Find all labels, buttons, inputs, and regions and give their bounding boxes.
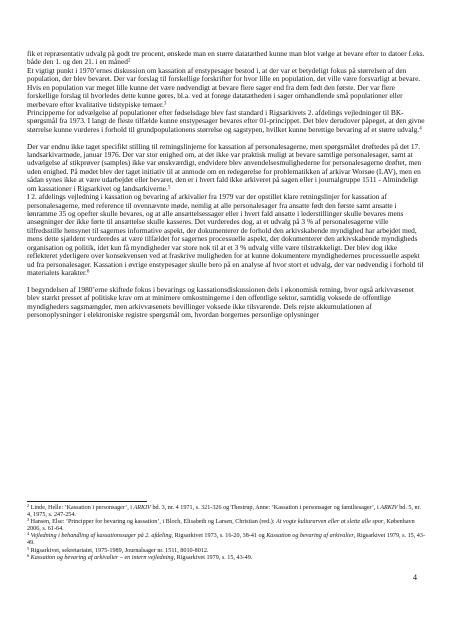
text-run: , København 2006, s. 61-64. bbox=[27, 519, 415, 533]
text-run: , Rigsarkivet 1979, s. 15, 43-49. bbox=[173, 554, 253, 561]
text-run: Et vigtigt punkt i 1970’ernes diskussion om kassation af enstypesager bestod i, at der var et betydeligt fokus på størrelsen af den population, der blev bevaret. Der var forslag til forskellige forskrifter for hvor lille en population, det ville være forsvarligt at bevare. Hvis en population var meget lille kunne det være nødvendigt at bevare flere sager end fra dem født den første. Der var flere forskellige forslag til hvorledes dette kunne gøres, bl.a. ved at forøge datatætheden i sager omhandlende små populationer eller merbevare efter kvalitative tidstypiske temaer. bbox=[27, 65, 421, 109]
text-run: Rigsarkivet, sekretariatet, 1975-1989, Journalsager nr. 1511, 8010-8012. bbox=[29, 547, 209, 554]
paragraph bbox=[27, 143, 425, 278]
text-run: Principperne for udvælgelse af populationer efter fødselsdage blev fast standard i Rigsarkivets 2. afdelings vejledninger til BK-spørgsmål fra 1973. I langt de fleste tilfælde kunne enstypesager bevares efter 01-princippet. Det blev derudover påpeget, at den givne størrelse kunne vurderes i forhold til grundpopulationens størrelse og sagstypen, hvilket kunne berettige bevaring af et større udvalg. bbox=[27, 107, 425, 134]
italic-title: Kassation og bevaring af arkivalier – en intern vejledning bbox=[29, 554, 174, 561]
footnote bbox=[27, 533, 425, 547]
text-run: Linde, Helle: ’Kassation i personsager’, i bbox=[29, 505, 134, 511]
text-run: , Rigsarkivet 1973, s. 16-20, 38-41 og bbox=[171, 533, 267, 540]
italic-title: At vogte kulturarven eller at slette alle spor bbox=[276, 519, 384, 526]
paragraph bbox=[27, 286, 425, 320]
footnote-ref: 4 bbox=[27, 531, 30, 537]
footnote-ref: 4 bbox=[419, 126, 422, 132]
body-text bbox=[27, 50, 425, 319]
footnote-ref: 6 bbox=[86, 269, 90, 275]
italic-title: Vejledning i behandling af kassationssager på 2. afdeling bbox=[29, 533, 172, 540]
text-run: bd. 3, nr. 4 1971, s. 321-326 og Thestrup, Anne: ’Kassation i personsager og familiesager’, i bbox=[150, 505, 381, 511]
text-run: Hansen, Else: ’Principper for bevaring og kassation’, i Bloch, Elisabeth og Larsen, Christian (red.): bbox=[29, 519, 277, 526]
italic-title: ARKIV bbox=[380, 505, 398, 511]
footnote bbox=[27, 502, 425, 519]
italic-title: ARKIV bbox=[133, 505, 151, 511]
italic-title: Kassation og bevaring af arkivalier bbox=[266, 533, 354, 540]
footnote-separator bbox=[27, 501, 147, 502]
footnote-ref: 2 bbox=[27, 502, 30, 508]
footnote-ref: 5 bbox=[27, 545, 30, 551]
page-number: 4 bbox=[413, 573, 417, 582]
text-run: fik et repræsentativ udvalg på godt tre procent, ønskede man en større datatæthed kunne man blot vælge at bevare efter to datoer f.eks. både den 1. og den 21. i en måned bbox=[27, 49, 425, 67]
footnote-ref: 3 bbox=[27, 517, 30, 522]
footnote bbox=[27, 552, 425, 562]
footnotes bbox=[27, 502, 425, 562]
footnote-ref: 6 bbox=[27, 552, 30, 558]
text-run: bd. 5, nr. 4, 1975, s. 247-254. bbox=[27, 505, 421, 519]
footnote-ref: 5 bbox=[167, 185, 171, 191]
footnote-ref: 2 bbox=[127, 58, 131, 64]
text-run: Der var endnu ikke taget specifikt stilling til retningslinjerne for kassation af personalesagerne, men spørgsmålet drøftedes på det 17. landsarkivarmøde, januar 1976. Der var stor enighed om, at det ikke var praktisk muligt at bevare samtlige personalesager, samt at udvælgelse af stikprøver (samples) ikke var ønskværdigt, endvidere blev anvendelsesmulighederne for personalesagerne drøftet, men uden enighed. På mødet blev der taget initiativ til at anmode om en redegørelse for problematikken af arkivar Worsøe (LAV), men en sådan synes ikke at være udarbejdet eller bevaret, den er i hvert fald ikke arkiveret på sagen eller i journalgruppe 1511 - Almindeligt om kassationer i Rigsarkivet og landsarkiverne. bbox=[27, 141, 422, 193]
footnote-ref: 3 bbox=[163, 100, 167, 106]
paragraph bbox=[27, 50, 425, 134]
text-run: I begyndelsen af 1980’erne skiftede fokus i bevarings og kassationsdiskussionen dels i økonomisk retning, hvor også arkivvæsenet blev stærkt presset af politiske krav om at minimere omkostningerne i den offentlige sektor, samtidig voksede de offentlige myndigheders sagsmængder, men arkivvæsenets bevillinger voksede ikke tilsvarende. Dels rejste akkumulationen af personoplysninger i elektroniske registre spørgsmål om, hvordan borgernes personlige oplysninger bbox=[27, 284, 414, 320]
text-run: I 2. afdelings vejledning i kassation og bevaring af arkivalier fra 1979 var der opstillet klare retningslinjer for kassation af personalesagerne, med reference til ovennævnte møde, nemlig at alle personalesager fra ansatte født den første samt ansatte i lønramme 35 og opefter skulle bevares, og at alle ansættelsessager eller i hvert fald ansatte i lederstillinger skulle bevares mens ansøgninger der ikke førte til ansættelse skulle kasseres. Det vurderedes dog, at et udvalg på 3 % af personalesagerne ville tilfredsstille hensynet til sagernes informative aspekt, der dokumenterer de forhold den arkivskabende myndighed har arbejdet med, mens dette sjældent vurderedes at være tilfældet for sagernes processuelle aspekt, der dokumenterer den arkivskabende myndigheds organisation og politik, idet kun få myndigheder var store nok til at et 3 % udvalg ville være tilstrækkeligt. Der blev dog ikke reflekteret yderligere over konsekvensen ved at fraskrive muligheden for at kunne dokumentere myndighedernes processuelle aspekt ud fra personalesager. Kassation i øvrige enstypesager skulle bero på en analyse af hvor stort et udvalg, der var nødvendig i forhold til materialets karakter. bbox=[27, 192, 424, 277]
footnote bbox=[27, 519, 425, 533]
text-run: , Rigsarkivet 1979, s. 15, 43-49. bbox=[27, 533, 425, 547]
